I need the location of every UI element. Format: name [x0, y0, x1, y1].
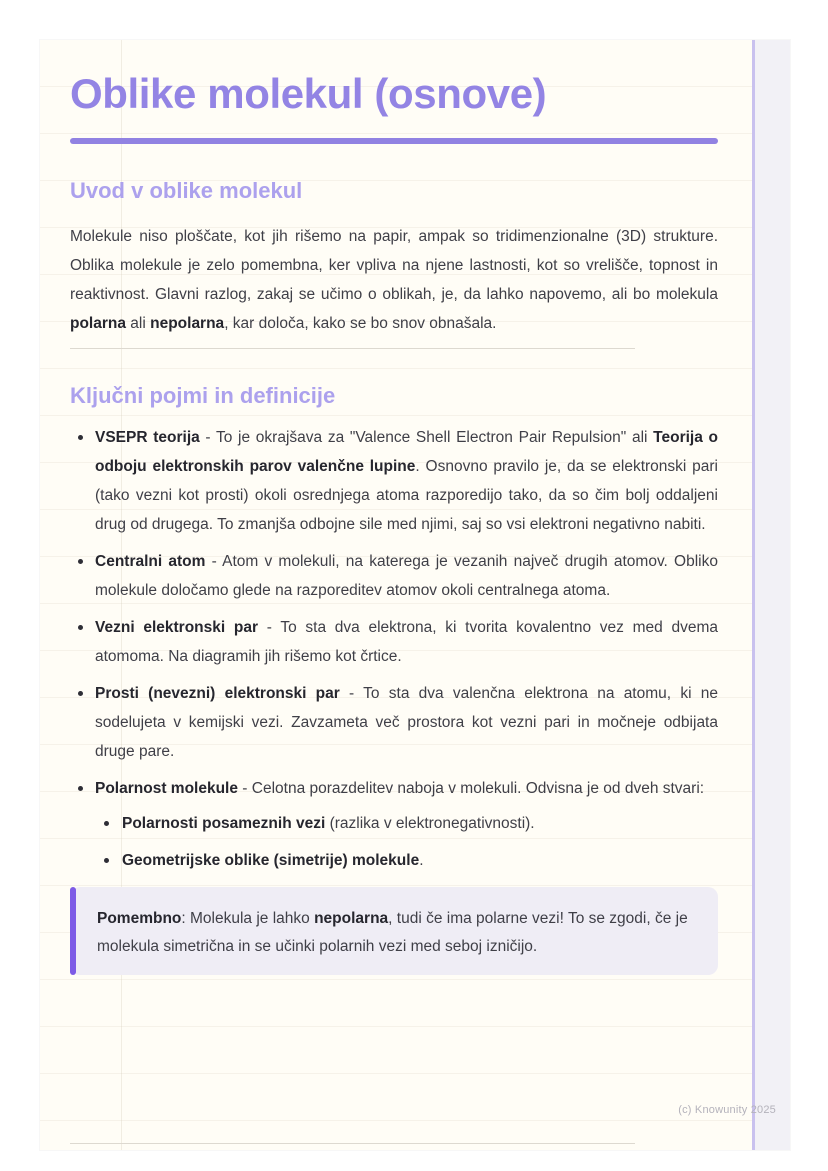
bullet-prosti-elektronski-par: Prosti (nevezni) elektronski par - To sta dva valenčna elektrona na atomu, ki ne sodelujeta v kemijski vezi. Zavzameta več prostora kot vezni pari in močneje odbijata druge pare.	[70, 679, 718, 766]
watermark: (c) Knowunity 2025	[678, 1104, 776, 1116]
sub-bullet-geometrijska-oblika: Geometrijske oblike (simetrije) molekule.	[95, 846, 718, 875]
page-bottom-divider	[70, 1143, 635, 1144]
title-underline	[70, 138, 718, 144]
callout-text: Pomembno: Molekula je lahko nepolarna, tudi če ima polarne vezi! To se zgodi, če je molekula simetrična in se učinki polarnih vezi med seboj izničijo.	[97, 910, 688, 955]
content-column	[70, 40, 718, 975]
paper-sheet	[40, 40, 790, 1150]
section-divider	[70, 348, 635, 349]
callout-accent-bar	[70, 887, 76, 975]
term-list	[70, 423, 718, 875]
bullet-vsepr-teorija: VSEPR teorija - To je okrajšava za "Valence Shell Electron Pair Repulsion" ali Teorija o odboju elektronskih parov valenčne lupine. Osnovno pravilo je, da se elektronski pari (tako vezni kot prosti) okoli osrednjega atoma razporedijo tako, da so čim bolj oddaljeni drug od drugega. To zmanjša odbojne sile med njimi, saj so vsi elektroni negativno nabiti.	[70, 423, 718, 539]
right-margin-strip	[752, 40, 790, 1150]
page-title: Oblike molekul (osnove)	[70, 70, 547, 117]
bullet-vezni-elektronski-par: Vezni elektronski par - To sta dva elektrona, ki tvorita kovalentno vez med dvema atomoma. Na diagramih jih rišemo kot črtice.	[70, 613, 718, 671]
section-heading-terms: Ključni pojmi in definicije	[70, 383, 336, 408]
important-callout	[70, 887, 718, 975]
intro-paragraph: Molekule niso ploščate, kot jih rišemo na papir, ampak so tridimenzionalne (3D) strukture. Oblika molekule je zelo pomembna, ker vpliva na njene lastnosti, kot so vrelišče, topnost in reaktivnost. Glavni razlog, zakaj se učimo o oblikah, je, da lahko napovemo, ali bo molekula polarna ali nepolarna, kar določa, kako se bo snov obnašala.	[70, 228, 718, 332]
sub-bullet-polarnost-vezi: Polarnosti posameznih vezi (razlika v elektronegativnosti).	[95, 809, 718, 838]
polarnost-sub-list	[95, 809, 718, 875]
bullet-polarnost-text: Polarnost molekule - Celotna porazdelitev naboja v molekuli. Odvisna je od dveh stvari:	[95, 780, 705, 797]
section-heading-intro: Uvod v oblike molekul	[70, 178, 303, 203]
bullet-centralni-atom: Centralni atom - Atom v molekuli, na katerega je vezanih največ drugih atomov. Obliko molekule določamo glede na razporeditev atomov okoli centralnega atoma.	[70, 547, 718, 605]
bullet-polarnost-molekule	[70, 774, 718, 875]
